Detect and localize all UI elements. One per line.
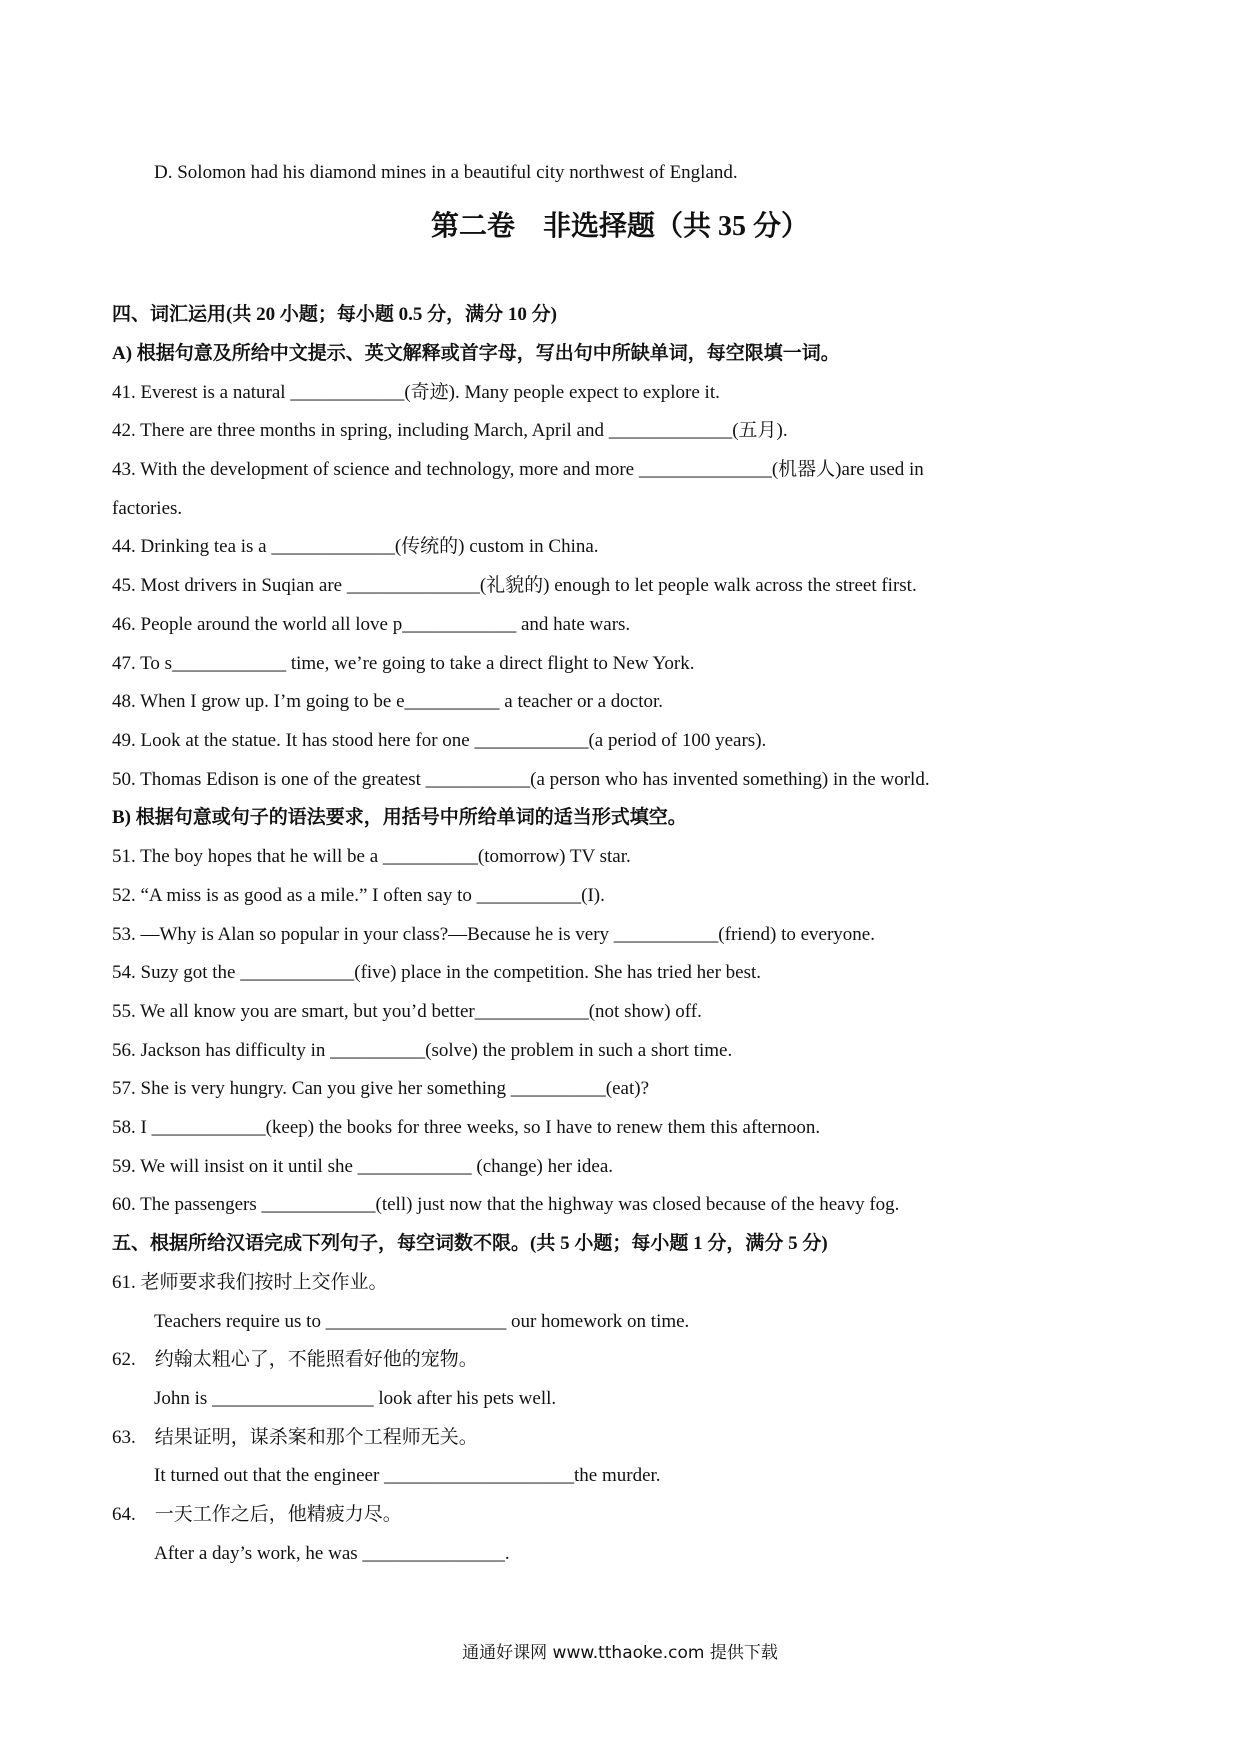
question-55: 55. We all know you are smart, but you’d better____________(not show) off.	[112, 1001, 702, 1022]
question-41: 41. Everest is a natural ____________(奇迹). Many people expect to explore it.	[112, 382, 720, 403]
question-58: 58. I ____________(keep) the books for three weeks, so I have to renew them this afternoon.	[112, 1117, 821, 1138]
question-43: 43. With the development of science and technology, more and more ______________(机器人)are used in	[112, 459, 924, 480]
footer-download-note: 通通好课网 www.tthaoke.com 提供下载	[462, 1643, 778, 1663]
question-63-chinese: 63. 结果证明，谋杀案和那个工程师无关。	[112, 1427, 478, 1448]
question-53: 53. —Why is Alan so popular in your class?—Because he is very ___________(friend) to everyone.	[112, 924, 875, 945]
question-61-english: Teachers require us to ___________________ our homework on time.	[154, 1311, 690, 1332]
partA-instruction: A) 根据句意及所给中文提示、英文解释或首字母，写出句中所缺单词，每空限填一词。	[112, 343, 840, 364]
question-45: 45. Most drivers in Suqian are ______________(礼貌的) enough to let people walk across the street first.	[112, 575, 917, 596]
question-47: 47. To s____________ time, we’re going to take a direct flight to New York.	[112, 653, 695, 674]
question-54: 54. Suzy got the ____________(five) place in the competition. She has tried her best.	[112, 962, 762, 983]
question-44: 44. Drinking tea is a _____________(传统的) custom in China.	[112, 536, 599, 557]
question-64-chinese: 64. 一天工作之后，他精疲力尽。	[112, 1504, 402, 1525]
part-title: 第二卷 非选择题（共 35 分）	[430, 211, 809, 242]
question-43-continued: factories.	[112, 498, 183, 519]
section4-heading: 四、词汇运用(共 20 小题；每小题 0.5 分，满分 10 分)	[112, 304, 557, 325]
top-option-d: D. Solomon had his diamond mines in a beautiful city northwest of England.	[154, 162, 738, 183]
question-62-english: John is _________________ look after his pets well.	[154, 1388, 557, 1409]
question-64-english: After a day’s work, he was _______________.	[154, 1543, 510, 1564]
question-63-english: It turned out that the engineer ____________________the murder.	[154, 1465, 661, 1486]
question-60: 60. The passengers ____________(tell) just now that the highway was closed because of the heavy fog.	[112, 1194, 900, 1215]
question-57: 57. She is very hungry. Can you give her something __________(eat)?	[112, 1078, 650, 1099]
question-59: 59. We will insist on it until she ____________ (change) her idea.	[112, 1156, 614, 1177]
question-48: 48. When I grow up. I’m going to be e__________ a teacher or a doctor.	[112, 691, 664, 712]
question-49: 49. Look at the statue. It has stood here for one ____________(a period of 100 years).	[112, 730, 767, 751]
question-62-chinese: 62. 约翰太粗心了，不能照看好他的宠物。	[112, 1349, 478, 1370]
section5-heading: 五、根据所给汉语完成下列句子，每空词数不限。(共 5 小题；每小题 1 分，满分 5 分)	[112, 1233, 828, 1254]
question-61-chinese: 61. 老师要求我们按时上交作业。	[112, 1272, 388, 1293]
question-52: 52. “A miss is as good as a mile.” I often say to ___________(I).	[112, 885, 605, 906]
partB-instruction: B) 根据句意或句子的语法要求，用括号中所给单词的适当形式填空。	[112, 807, 687, 828]
question-46: 46. People around the world all love p____________ and hate wars.	[112, 614, 631, 635]
question-42: 42. There are three months in spring, including March, April and _____________(五月).	[112, 420, 788, 441]
question-51: 51. The boy hopes that he will be a __________(tomorrow) TV star.	[112, 846, 631, 867]
question-50: 50. Thomas Edison is one of the greatest ___________(a person who has invented something) in the world.	[112, 769, 930, 790]
question-56: 56. Jackson has difficulty in __________(solve) the problem in such a short time.	[112, 1040, 733, 1061]
